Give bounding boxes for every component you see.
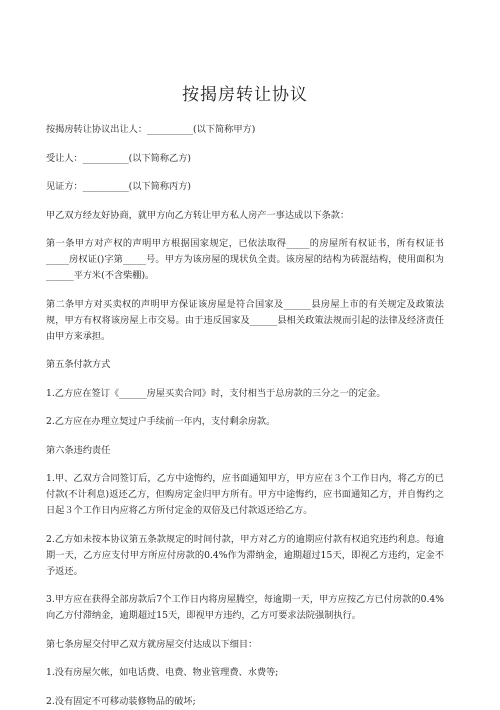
paragraph-article-7: 第七条房屋交付甲乙双方就房屋交付达成以下细目：: [46, 638, 258, 650]
paragraph-article-2: 第二条甲方对买卖权的声明甲方保证该房屋是符合国家及______县房屋上市的有关规定及政策法规，甲方有权将该房屋上市交易。由于违反国家及______县相关政策法规而引起的法律及经济责任由甲方来承担。: [46, 298, 444, 342]
document-title: 按揭房转让协议: [182, 85, 308, 105]
paragraph-breach-3: 3.甲方应在获得全部房款后7个工作日内将房屋腾空，每逾期一天，甲方应按乙方已付房款的0.4%向乙方付滞纳金，逾期超过15天，即视甲方违约，乙方可要求法院强制执行。: [46, 594, 444, 621]
paragraph-delivery-2: 2.没有固定不可移动装修物品的破坏;: [46, 695, 196, 707]
paragraph-intro: 甲乙双方经友好协商，就甲方向乙方转让甲方私人房产一事达成以下条款：: [46, 209, 350, 221]
paragraph-seller: 按揭房转让协议出让人：__________(以下简称甲方): [46, 124, 256, 135]
paragraph-payment-2: 2.乙方应在办理立契过户手续前一年内，支付剩余房款。: [46, 416, 276, 427]
heading-article-6: 第六条违约责任: [46, 444, 111, 456]
heading-article-5: 第五条付款方式: [46, 359, 111, 370]
paragraph-buyer: 受让人：__________(以下简称乙方): [46, 152, 191, 164]
paragraph-breach-1: 1.甲、乙双方合同签订后，乙方中途悔约，应书面通知甲方，甲方应在３个工作日内，将乙方的已付款(不计利息)返还乙方，但购房定金归甲方所有。甲方中途悔约，应书面通知乙方，并自悔约之日起３个工作日内应将乙方所付定金的双倍及已付款返还给乙方。: [46, 473, 444, 516]
paragraph-delivery-1: 1.没有房屋欠帐，如电话费、电费、物业管理费、水费等;: [46, 667, 279, 678]
paragraph-article-1: 第一条甲方对产权的声明甲方根据国家规定，已依法取得_____的房屋所有权证书，所有权证书_____房权证()字第_____号。甲方为该房屋的现状负全责。该房屋的结构为砖混结构，使用面积为______平方米(不含柴棚)。: [46, 238, 444, 281]
paragraph-witness: 见证方：__________(以下简称丙方): [46, 181, 191, 192]
paragraph-breach-2: 2.乙方如未按本协议第五条款规定的时间付款，甲方对乙方的逾期应付款有权追究违约利息。每逾期一天，乙方应支付甲方所应付房款的0.4%作为滞纳金，逾期超过15天，即视乙方违约，定金不予返还。: [46, 533, 444, 577]
paragraph-payment-1: 1.乙方应在签订《______房屋买卖合同》时，支付相当于总房款的三分之一的定金。: [46, 387, 386, 399]
